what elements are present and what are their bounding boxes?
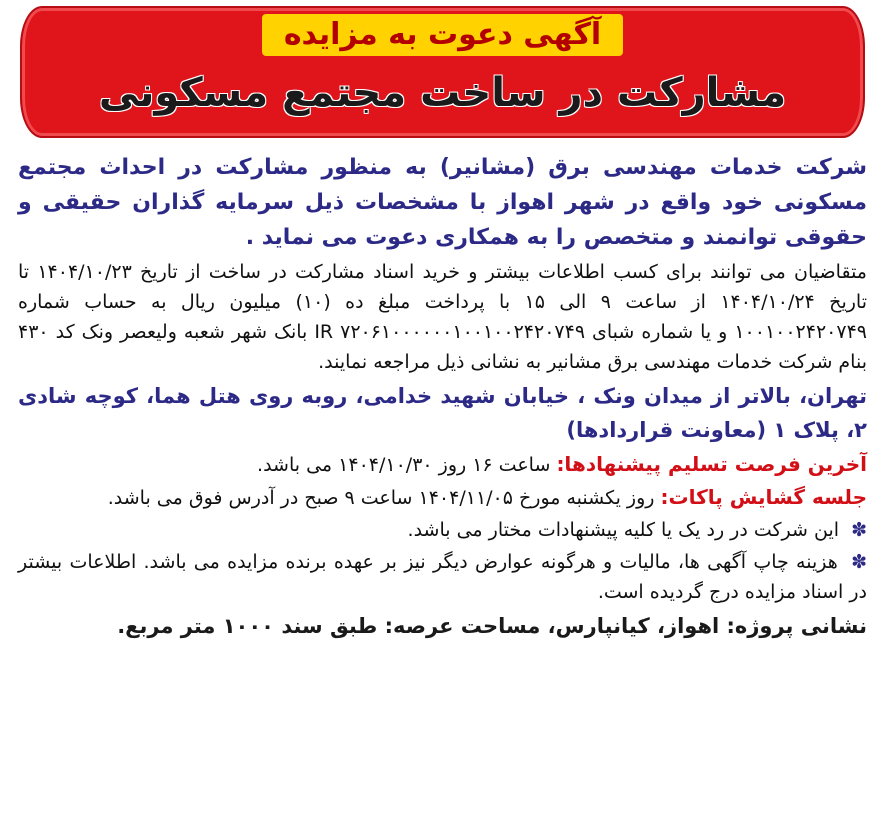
opening-text: روز یکشنبه مورخ ۱۴۰۴/۱۱/۰۵ ساعت ۹ صبح در آدرس فوق می باشد. [107, 487, 655, 509]
company-address: تهران، بالاتر از میدان ونک ، خیابان شهید خدامی، روبه روی هتل هما، کوچه شادی ۲، پلاک ۱ (معاونت قراردادها) [18, 384, 867, 442]
bullet-text: این شرکت در رد یک یا کلیه پیشنهادات مختار می باشد. [407, 519, 840, 541]
deadline-row [18, 449, 867, 480]
project-address-footer: نشانی پروژه: اهواز، کیانپارس، مساحت عرصه: طبق سند ۱۰۰۰ متر مربع. [117, 614, 867, 638]
bullet-item [18, 547, 867, 607]
header-banner [20, 6, 865, 138]
deadline-text: ساعت ۱۶ روز ۱۴۰۴/۱۰/۳۰ می باشد. [257, 454, 551, 476]
opening-row [18, 482, 867, 513]
banner-title: آگهی دعوت به مزایده [262, 14, 623, 56]
star-icon: ✽ [851, 519, 867, 541]
banner-subtitle: مشارکت در ساخت مجتمع مسکونی [98, 70, 787, 116]
opening-label: جلسه گشایش پاکات: [660, 485, 867, 509]
bullet-text: هزینه چاپ آگهی ها، مالیات و هرگونه عوارض دیگر نیز بر عهده برنده مزایده می باشد. اطلاعات بیشتر در اسناد مزایده درج گردیده است. [18, 551, 867, 603]
bullet-item [18, 515, 867, 545]
star-icon: ✽ [851, 551, 867, 573]
announcement-body [14, 138, 871, 643]
details-paragraph: متقاضیان می توانند برای کسب اطلاعات بیشتر و خرید اسناد مشارکت در ساخت از تاریخ ۱۴۰۴/۱۰/۲۳ تا تاریخ ۱۴۰۴/۱۰/۲۴ از ساعت ۹ الی ۱۵ با پرداخت مبلغ ده (۱۰) میلیون ریال به حساب شماره ۱۰۰۱۰۰۲۴۲۰۷۴۹ و یا شماره شبای IR ۷۲۰۶۱۰۰۰۰۰۰۱۰۰۱۰۰۲۴۲۰۷۴۹ بانک شهر شعبه ولیعصر ونک کد ۴۳۰ بنام شرکت خدمات مهندسی برق مشانیر به نشانی ذیل مراجعه نمایند. [18, 261, 867, 373]
intro-paragraph: شرکت خدمات مهندسی برق (مشانیر) به منظور مشارکت در احداث مجتمع مسکونی خود واقع در شهر اهواز با مشخصات ذیل سرمایه گذاران حقیقی و حقوقی توانمند و متخصص را به همکاری دعوت می نماید . [18, 155, 867, 250]
deadline-label: آخرین فرصت تسلیم پیشنهادها: [556, 452, 867, 476]
